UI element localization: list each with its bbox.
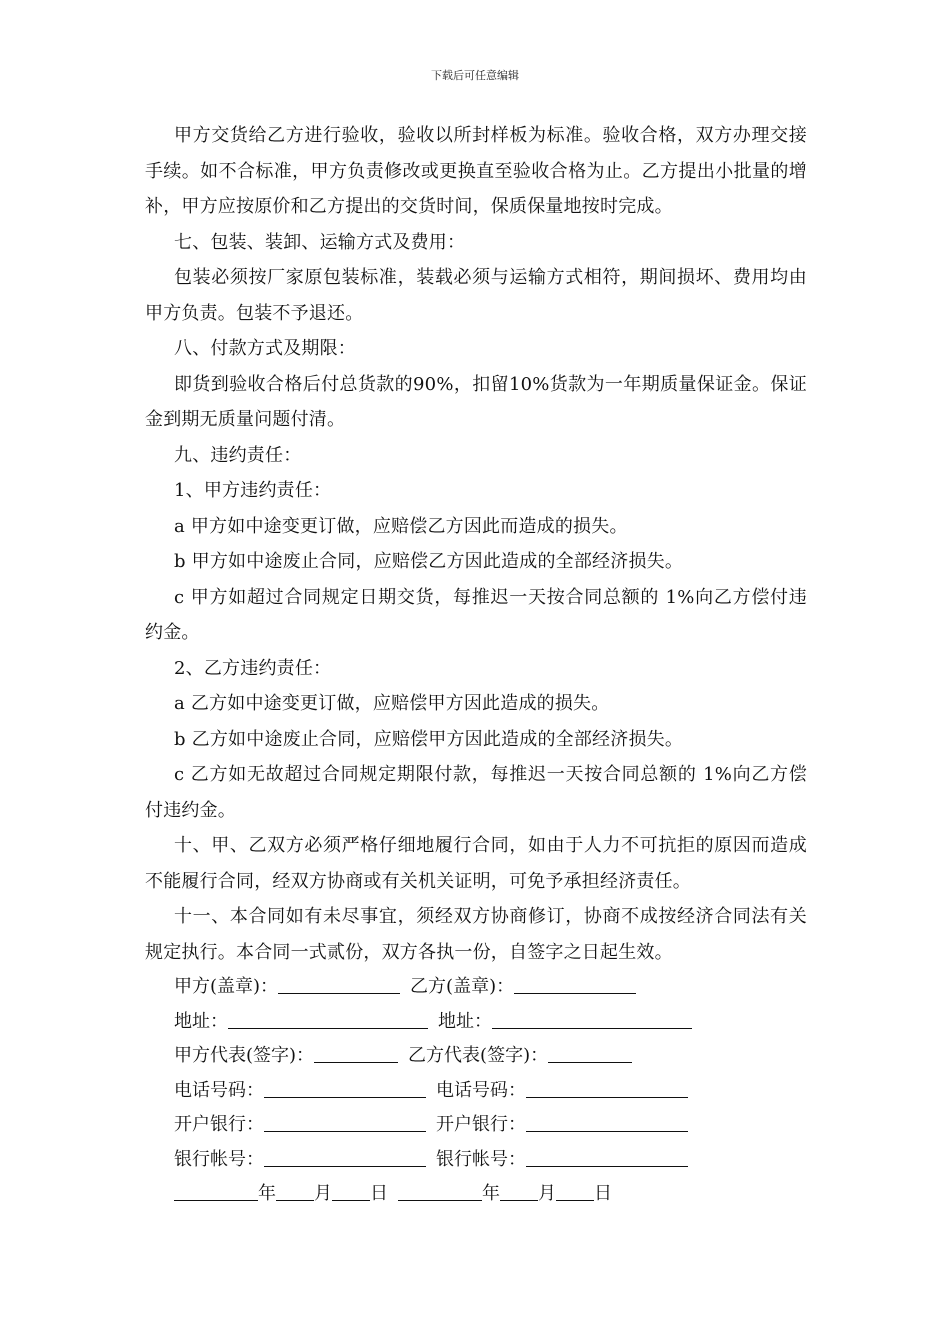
party-a-day-blank[interactable] <box>332 1182 370 1201</box>
section-9-heading: 九、违约责任： <box>174 444 302 466</box>
bank-row <box>145 1108 807 1143</box>
party-a-rep-blank[interactable] <box>314 1044 398 1063</box>
party-b-liability-a: a 乙方如中途变更订做，应赔偿甲方因此造成的损失。 <box>174 693 610 714</box>
party-b-phone-label: 电话号码： <box>436 1079 526 1101</box>
paragraph-payment: 即货到验收合格后付总货款的90%，扣留10%货款为一年期质量保证金。保证金到期无质量问题付清。 <box>145 373 807 430</box>
address-row <box>145 1005 807 1040</box>
party-b-rep-blank[interactable] <box>548 1044 632 1063</box>
party-a-liability-b: b 甲方如中途废止合同，应赔偿乙方因此造成的全部经济损失。 <box>174 551 684 572</box>
party-b-phone-blank[interactable] <box>526 1079 688 1098</box>
paragraph-packaging: 包装必须按厂家原包装标准，装载必须与运输方式相符，期间损坏、费用均由甲方负责。包装不予退还。 <box>145 267 807 324</box>
date-row <box>145 1177 807 1212</box>
party-b-liability-heading: 2、乙方违约责任： <box>174 657 332 679</box>
party-b-bank-label: 开户银行： <box>436 1114 526 1135</box>
party-b-bank-blank[interactable] <box>526 1113 688 1132</box>
signature-block <box>145 970 807 1212</box>
party-b-seal-label: 乙方(盖章)： <box>410 976 515 997</box>
page-header: 下载后可任意编辑 <box>431 69 519 82</box>
party-b-month-blank[interactable] <box>500 1182 538 1201</box>
party-b-rep-label: 乙方代表(签字)： <box>408 1045 549 1066</box>
party-b-liability-b: b 乙方如中途废止合同，应赔偿甲方因此造成的全部经济损失。 <box>174 728 684 750</box>
party-a-bank-blank[interactable] <box>264 1113 426 1132</box>
party-a-address-label: 地址： <box>174 1010 228 1032</box>
paragraph-acceptance: 甲方交货给乙方进行验收，验收以所封样板为标准。验收合格，双方办理交接手续。如不合标准，甲方负责修改或更换直至验收合格为止。乙方提出小批量的增补，甲方应按原价和乙方提出的交货时间，保质保量地按时完成。 <box>145 125 807 217</box>
seal-row <box>145 970 807 1005</box>
party-a-year-blank[interactable] <box>174 1182 258 1201</box>
party-a-address-blank[interactable] <box>228 1010 428 1029</box>
party-a-year-label: 年 <box>258 1183 276 1204</box>
party-b-liability-c: c 乙方如无故超过合同规定期限付款，每推迟一天按合同总额的 1%向乙方偿付违约金。 <box>145 764 807 821</box>
party-a-day-label: 日 <box>370 1183 388 1204</box>
party-b-day-blank[interactable] <box>556 1182 594 1201</box>
party-a-liability-heading: 1、甲方违约责任： <box>174 480 332 501</box>
party-a-seal-blank[interactable] <box>278 975 400 994</box>
party-a-phone-blank[interactable] <box>264 1079 426 1098</box>
party-b-address-blank[interactable] <box>492 1010 692 1029</box>
section-8-heading: 八、付款方式及期限： <box>174 338 356 359</box>
party-a-phone-label: 电话号码： <box>174 1079 264 1101</box>
party-a-seal-label: 甲方(盖章)： <box>174 976 279 997</box>
representative-row <box>145 1039 807 1074</box>
section-11-paragraph: 十一、本合同如有未尽事宜，须经双方协商修订，协商不成按经济合同法有关规定执行。本合同一式贰份，双方各执一份，自签字之日起生效。 <box>145 906 807 963</box>
party-a-bank-label: 开户银行： <box>174 1114 264 1135</box>
section-7-heading: 七、包装、装卸、运输方式及费用： <box>174 231 466 253</box>
party-b-year-blank[interactable] <box>398 1182 482 1201</box>
account-row <box>145 1143 807 1178</box>
party-b-account-blank[interactable] <box>526 1148 688 1167</box>
party-a-month-label: 月 <box>314 1183 332 1204</box>
party-a-account-label: 银行帐号： <box>174 1148 264 1170</box>
party-a-account-blank[interactable] <box>264 1148 426 1167</box>
party-a-rep-label: 甲方代表(签字)： <box>174 1045 315 1066</box>
party-a-liability-c: c 甲方如超过合同规定日期交货，每推迟一天按合同总额的 1%向乙方偿付违约金。 <box>145 586 807 643</box>
document-body <box>145 118 807 1212</box>
party-b-account-label: 银行帐号： <box>436 1148 526 1170</box>
party-b-address-label: 地址： <box>438 1010 492 1032</box>
party-b-month-label: 月 <box>538 1183 556 1204</box>
party-b-year-label: 年 <box>482 1183 500 1204</box>
party-b-seal-blank[interactable] <box>514 975 636 994</box>
phone-row <box>145 1074 807 1109</box>
section-10-paragraph: 十、甲、乙双方必须严格仔细地履行合同，如由于人力不可抗拒的原因而造成不能履行合同，经双方协商或有关机关证明，可免予承担经济责任。 <box>145 835 807 892</box>
party-a-month-blank[interactable] <box>276 1182 314 1201</box>
party-b-day-label: 日 <box>594 1183 612 1204</box>
party-a-liability-a: a 甲方如中途变更订做，应赔偿乙方因此而造成的损失。 <box>174 515 628 537</box>
